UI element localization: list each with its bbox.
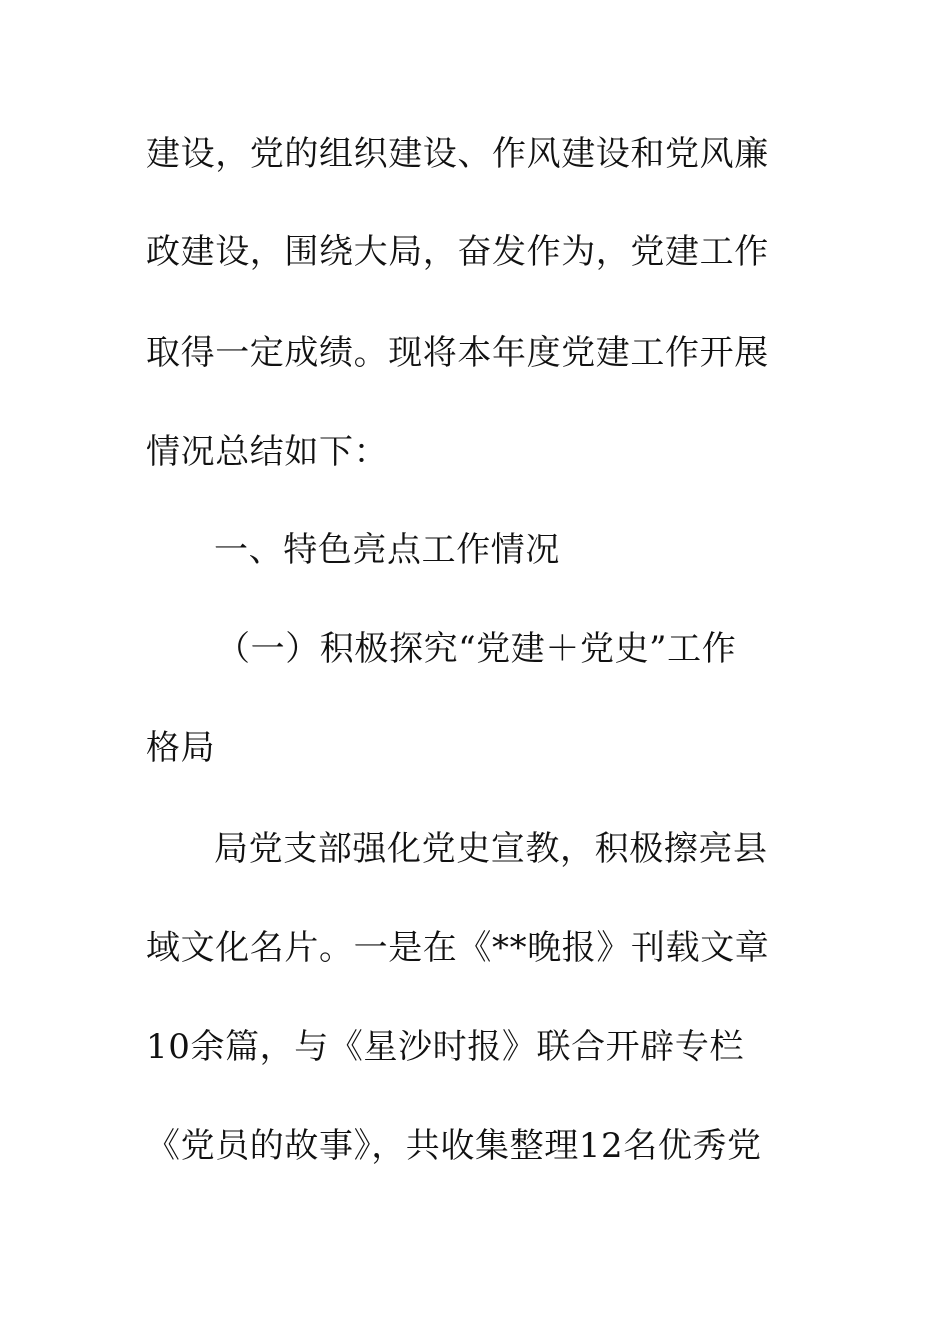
paragraph-line: 政建设，围绕大局，奋发作为，党建工作 <box>146 232 769 272</box>
paragraph-line: 域文化名片。一是在《**晚报》刊载文章 <box>146 928 770 968</box>
paragraph-line: 局党支部强化党史宣教，积极擦亮县 <box>214 829 768 869</box>
paragraph-line: 建设，党的组织建设、作风建设和党风廉 <box>146 134 769 174</box>
paragraph-line: 情况总结如下： <box>146 432 389 472</box>
paragraph-line: 取得一定成绩。现将本年度党建工作开展 <box>146 333 769 373</box>
section-heading: 一、特色亮点工作情况 <box>214 530 560 570</box>
subsection-heading: （一）积极探究“党建＋党史”工作 <box>216 629 737 669</box>
paragraph-line: 《党员的故事》，共收集整理12名优秀党 <box>146 1126 762 1166</box>
subsection-heading-continued: 格局 <box>146 728 216 768</box>
paragraph-line: 10余篇，与《星沙时报》联合开辟专栏 <box>146 1027 745 1067</box>
